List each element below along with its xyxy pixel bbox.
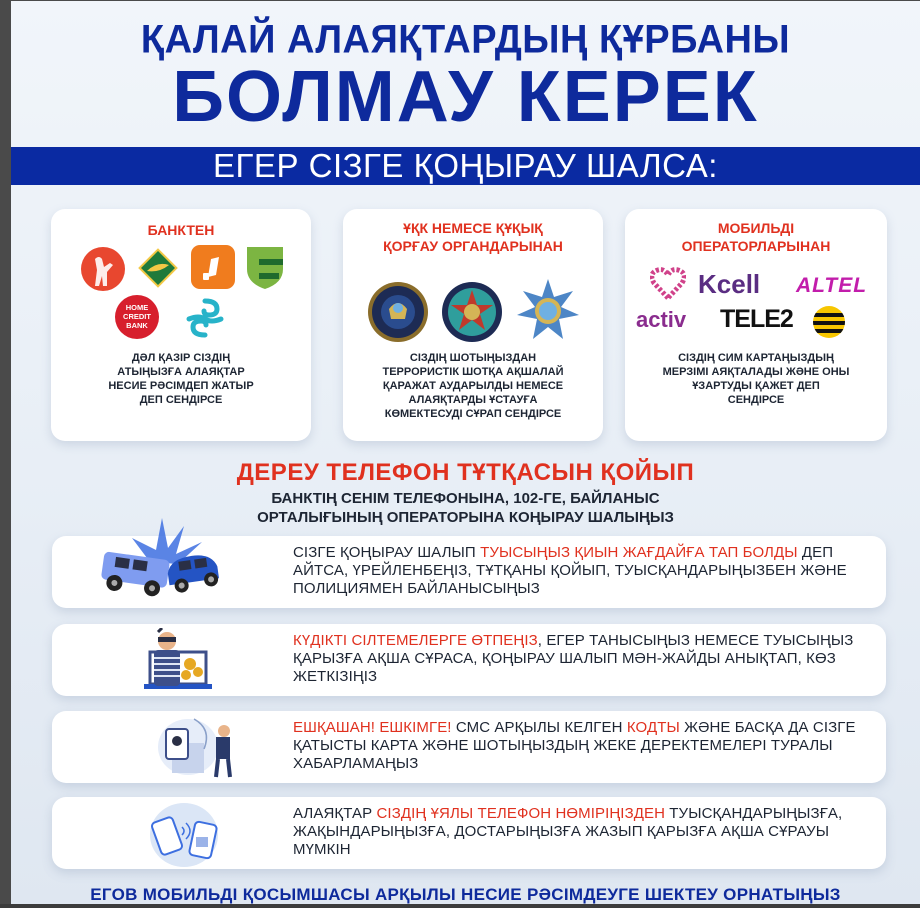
bottom-edge (0, 904, 920, 908)
card-title: БАНКТЕН (147, 222, 215, 238)
card-law-enforcement-text: СІЗДІҢ ШОТЫҢЫЗДАН ТЕРРОРИСТІК ШОТҚА АҚШАЛАЙ ҚАРАЖАТ АУДАРЫЛДЫ НЕМЕСЕ АЛАЯҚТАРДЫ ҰСТАУҒА КӨМЕКТЕСУДІ СҰРАП СЕНДІРСЕ (382, 352, 564, 420)
tip-row-suspicious-links (52, 624, 886, 696)
tip-text: КҮДІКТІ СІЛТЕМЕЛЕРГЕ ӨТПЕҢІЗ, ЕГЕР ТАНЫСЫҢЫЗ НЕМЕСЕ ТУЫСЫҢЫЗ ҚАРЫЗҒА АҚША СҰРАСА, ҚОҢЫРАУ ШАЛЫП МӘН-ЖАЙДЫ АНЫҚТАП, КӨЗ ЖЕТКІЗІҢІЗ (293, 632, 854, 685)
agency-emblems (363, 277, 583, 347)
activ-logo: activ (636, 307, 687, 332)
police-emblem-icon (367, 281, 429, 343)
caller-cards (51, 209, 891, 441)
prosecutor-emblem-icon (515, 277, 581, 343)
altel-logo: ALTEL (796, 274, 868, 297)
tip-row-sms-code (52, 711, 886, 783)
egov-restriction-note: ЕГОВ МОБИЛЬДІ ҚОСЫМШАСЫ АРҚЫЛЫ НЕСИЕ РӘСІМДЕУГЕ ШЕКТЕУ ОРНАТЫҢЫЗ (90, 885, 841, 904)
bank-logos (71, 245, 291, 345)
beeline-heart-logo (650, 267, 686, 301)
thief-laptop-icon (92, 628, 232, 692)
title-line-2: БОЛМАУ КЕРЕК (172, 57, 759, 137)
operator-logos (636, 265, 876, 345)
phones-messaging-icon (92, 801, 232, 865)
jusan-bank-logo (191, 245, 235, 289)
forte-bank-logo (245, 245, 285, 291)
knb-emblem-icon (441, 281, 503, 343)
car-crash-icon (92, 518, 232, 604)
phishing-card-icon (92, 715, 232, 779)
card-mobile-operators (625, 209, 887, 441)
beeline-logo (812, 305, 846, 339)
home-credit-bank-logo (115, 295, 159, 339)
call-instructions: БАНКТІҢ СЕНІМ ТЕЛЕФОНЫНА, 102-ГЕ, БАЙЛАНЫС ОРТАЛЫҒЫНЫҢ ОПЕРАТОРЫНА КОҢЫРАУ ШАЛЫҢЫЗ (257, 490, 674, 526)
title-line-1: ҚАЛАЙ АЛАЯҚТАРДЫҢ ҚҰРБАНЫ (140, 17, 791, 63)
svg-text:BANK: BANK (126, 321, 148, 330)
tip-text: СІЗГЕ ҚОҢЫРАУ ШАЛЫП ТУЫСЫҢЫЗ ҚИЫН ЖАҒДАЙҒА ТАП БОЛДЫ ДЕП АЙТСА, ҮРЕЙЛЕНБЕҢІЗ, ТҰТҚАНЫ ҚОЙЫП, ТУЫСҚАНДАРЫҢЫЗБЕН ЖӘНЕ ПОЛИЦИЯМЕН БАЙЛАНЫСЫҢЫЗ (293, 544, 847, 597)
card-mobile-operators-text: СІЗДІҢ СИМ КАРТАҢЫЗДЫҢ МЕРЗІМІ АЯҚТАЛАДЫ ЖӘНЕ ОНЫ ҰЗАРТУДЫ ҚАЖЕТ ДЕП СЕНДІРСЕ (662, 352, 850, 406)
tip-text: АЛАЯҚТАР СІЗДІҢ ҰЯЛЫ ТЕЛЕФОН НӨМІРІҢІЗДЕН ТУЫСҚАНДАРЫҢЫЗҒА, ЖАҚЫНДАРЫҢЫЗҒА, ДОСТАРЫҢЫЗҒА ЖАЗЫП ҚАРЫЗҒА АҚША СҰРАУЫ МҮМКІН (293, 805, 843, 858)
tele2-logo: TELE2 (720, 305, 793, 333)
banner-if-called: ЕГЕР СІЗГЕ ҚОҢЫРАУ ШАЛСА: (11, 147, 920, 185)
card-banks (51, 209, 311, 441)
kcell-logo: Kcell (698, 269, 761, 299)
svg-text:CREDIT: CREDIT (123, 312, 151, 321)
svg-text:HOME: HOME (125, 303, 149, 312)
poster (11, 1, 920, 904)
kaspi-bank-logo (183, 297, 227, 339)
halyk-bank-logo (81, 247, 125, 291)
otbasy-bank-logo (135, 245, 181, 291)
tip-row-phone-number-misuse (52, 797, 886, 869)
tip-text: ЕШҚАШАН! ЕШКІМГЕ! СМС АРҚЫЛЫ КЕЛГЕН КОДТЫ ЖӘНЕ БАСҚА ДА СІЗГЕ ҚАТЫСТЫ КАРТА ЖӘНЕ ШОТЫҢЫЗДЫҢ ЖЕКЕ ДЕРЕКТЕМЕЛЕРІ ТУРАЛЫ ХАБАРЛАМАҢЫЗ (293, 719, 856, 772)
card-title: ҰҚК НЕМЕСЕ ҚҰҚЫҚ ҚОРҒАУ ОРГАНДАРЫНАН (383, 220, 563, 254)
card-law-enforcement (343, 209, 603, 441)
hang-up-headline: ДЕРЕУ ТЕЛЕФОН ТҰТҚАСЫН ҚОЙЫП (236, 459, 695, 486)
card-banks-text: ДӘЛ ҚАЗІР СІЗДІҢ АТЫҢЫЗҒА АЛАЯҚТАР НЕСИЕ РӘСІМДЕП ЖАТЫР ДЕП СЕНДІРСЕ (108, 352, 254, 406)
tip-row-relative-trouble (52, 536, 886, 608)
card-title: МОБИЛЬДІ ОПЕРАТОРЛАРЫНАН (681, 220, 831, 254)
